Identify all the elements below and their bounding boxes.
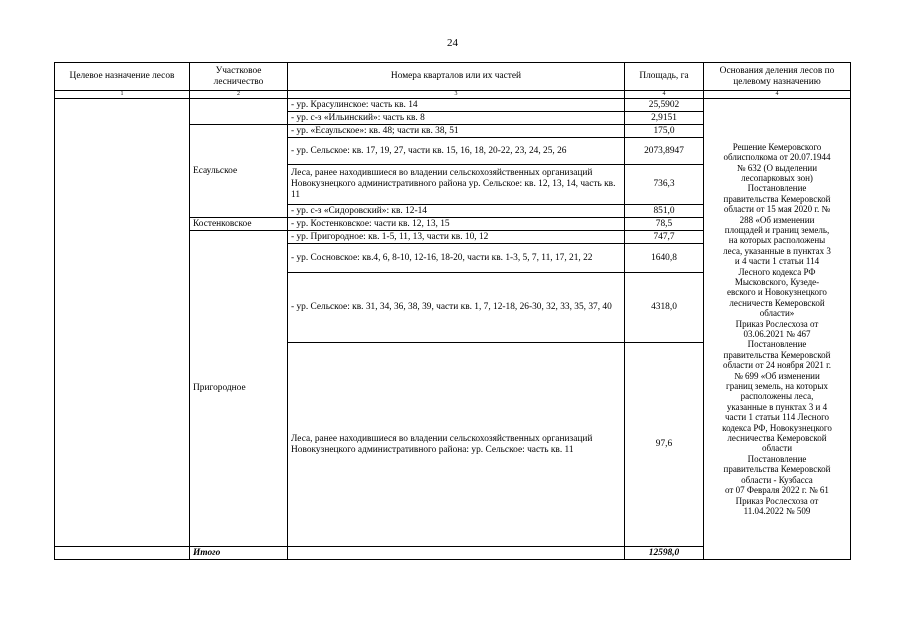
basis-line: Приказ Рослесхоза от — [735, 495, 819, 506]
total-area: 12598,0 — [625, 547, 704, 560]
forestry-prigorodnoe: Пригородное — [190, 231, 288, 547]
basis-line: лесопарковых зон) — [741, 172, 813, 183]
total-quarter-cell — [288, 547, 625, 560]
column-number-row — [55, 91, 851, 99]
column-number: 4 — [704, 91, 851, 99]
basis-line: области — [761, 443, 793, 454]
basis-text — [707, 142, 847, 517]
area-cell: 2,9151 — [625, 112, 704, 125]
page-number: 24 — [447, 37, 458, 49]
basis-line: площадей и границ земель, — [724, 224, 830, 235]
area-cell: 175,0 — [625, 125, 704, 138]
basis-line: правительства Кемеровской — [723, 349, 831, 360]
forestry-cell-empty — [190, 99, 288, 125]
quarter-cell: Леса, ранее находившиеся во владении сельскохозяйственных организаций Новокузнецкого административного района ур. Сельское: кв. 12, 13, 14, часть кв. 11 — [288, 165, 625, 205]
total-label: Итого — [190, 547, 288, 560]
forest-allocation-table — [54, 62, 851, 560]
quarter-cell: - ур. Сельское: кв. 31, 34, 36, 38, 39, части кв. 1, 7, 12-18, 26-30, 32, 33, 35, 37, 40 — [288, 273, 625, 343]
basis-line: Решение Кемеровского — [732, 141, 822, 152]
area-cell: 1640,8 — [625, 244, 704, 273]
forestry-kostenkovskoe: Костенковское — [190, 218, 288, 231]
basis-line: на которых расположены — [728, 235, 826, 246]
basis-line: указанные в пунктах 3 и 4 — [726, 401, 828, 412]
area-cell: 97,6 — [625, 343, 704, 547]
basis-line: и 4 части 1 статьи 114 — [734, 256, 820, 267]
quarter-cell: Леса, ранее находившиеся во владении сельскохозяйственных организаций Новокузнецкого административного района: ур. Сельское: часть кв. 11 — [288, 343, 625, 547]
basis-line: Мысковского, Кузеде- — [734, 276, 820, 287]
basis-cell — [704, 99, 851, 560]
basis-line: Лесного кодекса РФ — [738, 266, 816, 277]
header-purpose: Целевое назначение лесов — [55, 63, 190, 91]
area-cell: 747,7 — [625, 231, 704, 244]
basis-line: 11.04.2022 № 509 — [743, 505, 811, 516]
basis-line: правительства Кемеровской — [723, 464, 831, 475]
basis-line: расположены леса, — [740, 391, 814, 402]
basis-line: № 699 «Об изменении — [734, 370, 820, 381]
basis-line: от 07 Февраля 2022 г. № 61 — [725, 485, 829, 496]
basis-line: Постановление — [747, 183, 807, 194]
area-cell: 736,3 — [625, 165, 704, 205]
area-cell: 851,0 — [625, 205, 704, 218]
basis-line: области от 15 мая 2020 г. № — [723, 204, 831, 215]
basis-line: области» — [759, 308, 795, 319]
basis-line: Постановление — [747, 453, 807, 464]
basis-line: лесничества Кемеровской — [727, 433, 827, 444]
basis-line: 288 «Об изменении — [739, 214, 815, 225]
area-cell: 4318,0 — [625, 273, 704, 343]
forestry-esaulskoe: Есаульское — [190, 125, 288, 218]
basis-line: облисполкома от 20.07.1944 — [723, 152, 831, 163]
column-number: 1 — [55, 91, 190, 99]
header-basis: Основания деления лесов по целевому назначению — [704, 63, 851, 91]
basis-line: правительства Кемеровской — [723, 193, 831, 204]
header-area: Площадь, га — [625, 63, 704, 91]
quarter-cell: - ур. Пригородное: кв. 1-5, 11, 13, части кв. 10, 12 — [288, 231, 625, 244]
basis-line: области от 24 ноября 2021 г. — [722, 360, 832, 371]
column-number: 4 — [625, 91, 704, 99]
header-quarters: Номера кварталов или их частей — [288, 63, 625, 91]
quarter-cell: - ур. Костенковское: части кв. 12, 13, 15 — [288, 218, 625, 231]
total-purpose-cell — [55, 547, 190, 560]
basis-line: 03.06.2021 № 467 — [743, 329, 811, 339]
quarter-cell: - ур. с-з «Ильинский»: часть кв. 8 — [288, 112, 625, 125]
basis-line: № 632 (О выделении — [736, 162, 818, 173]
area-cell: 25,5902 — [625, 99, 704, 112]
basis-line: Приказ Рослесхоза от — [735, 318, 819, 329]
table-row — [55, 99, 851, 112]
area-cell: 78,5 — [625, 218, 704, 231]
quarter-cell: - ур. Красулинское: часть кв. 14 — [288, 99, 625, 112]
basis-line: границ земель, на которых — [726, 381, 828, 392]
quarter-cell: - ур. с-з «Сидоровский»: кв. 12-14 — [288, 205, 625, 218]
column-number: 3 — [288, 91, 625, 99]
basis-line: лесничеств Кемеровской — [729, 297, 825, 308]
quarter-cell: - ур. «Есаульское»: кв. 48; части кв. 38, 51 — [288, 125, 625, 138]
header-forestry: Участковое лесничество — [190, 63, 288, 91]
basis-line: Постановление — [747, 339, 807, 350]
basis-line: части 1 статьи 114 Лесного — [724, 412, 830, 423]
purpose-cell — [55, 99, 190, 547]
basis-line: леса, указанные в пунктах 3 — [723, 245, 831, 256]
quarter-cell: - ур. Сельское: кв. 17, 19, 27, части кв. 15, 16, 18, 20-22, 23, 24, 25, 26 — [288, 138, 625, 165]
basis-line: кодекса РФ, Новокузнецкого — [722, 422, 832, 433]
quarter-cell: - ур. Сосновское: кв.4, 6, 8-10, 12-16, 18-20, части кв. 1-3, 5, 7, 11, 17, 21, 22 — [288, 244, 625, 273]
area-cell: 2073,8947 — [625, 138, 704, 165]
header-row — [55, 63, 851, 91]
column-number: 2 — [190, 91, 288, 99]
basis-line: области - Кузбасса — [741, 474, 813, 485]
basis-line: евского и Новокузнецкого — [727, 287, 827, 298]
